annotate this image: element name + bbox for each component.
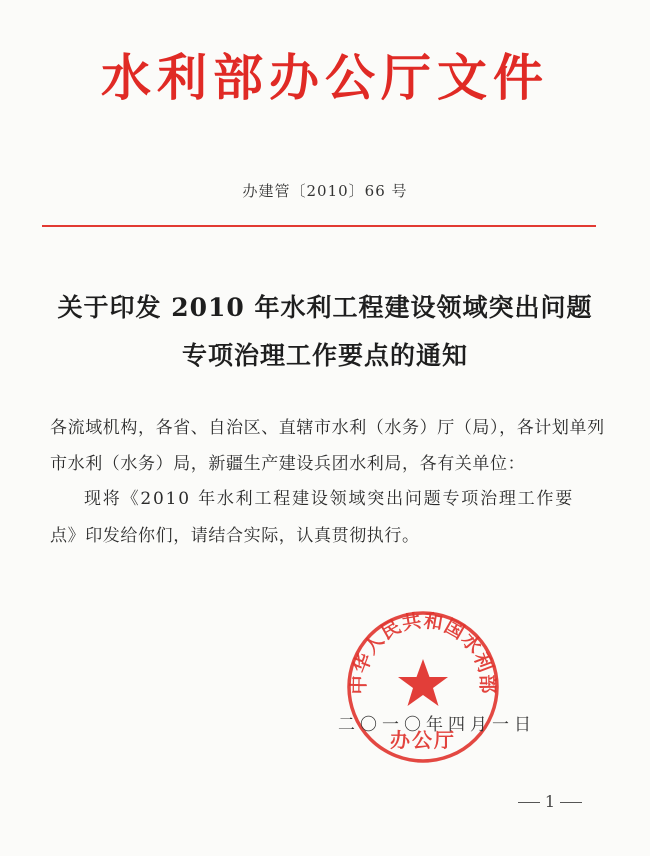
addressee-line-1: 各流域机构，各省、自治区、直辖市水利（水务）厅（局），各计划单列 <box>50 418 605 438</box>
page-number-dash-right <box>560 802 582 803</box>
seal-bottom-text: 办公厅 <box>390 728 456 752</box>
page-number-value: 1 <box>544 792 556 811</box>
document-title-line-2: 专项治理工作要点的通知 <box>181 341 468 370</box>
seal-star-icon <box>398 659 448 706</box>
body-paragraph-line-2: 点》印发给你们，请结合实际，认真贯彻执行。 <box>50 526 420 546</box>
addressee-line-2: 市水利（水务）局，新疆生产建设兵团水利局，各有关单位： <box>50 454 526 474</box>
page-number-dash-left <box>518 802 540 803</box>
document-number: 办建管〔2010〕66 号 <box>242 182 408 200</box>
page-number <box>505 792 595 811</box>
seal-arc-text: 中华人民共和国水利部 <box>347 609 499 695</box>
office-document-header: 水利部办公厅文件 <box>101 49 549 107</box>
document-title-line-1: 关于印发 2010 年水利工程建设领域突出问题 <box>57 293 593 322</box>
red-separator-line <box>42 225 596 227</box>
body-paragraph-line-1: 现将《2010 年水利工程建设领域突出问题专项治理工作要 <box>84 489 575 509</box>
official-seal-stamp <box>343 607 503 767</box>
issue-date: 二〇一〇年四月一日 <box>338 715 536 735</box>
